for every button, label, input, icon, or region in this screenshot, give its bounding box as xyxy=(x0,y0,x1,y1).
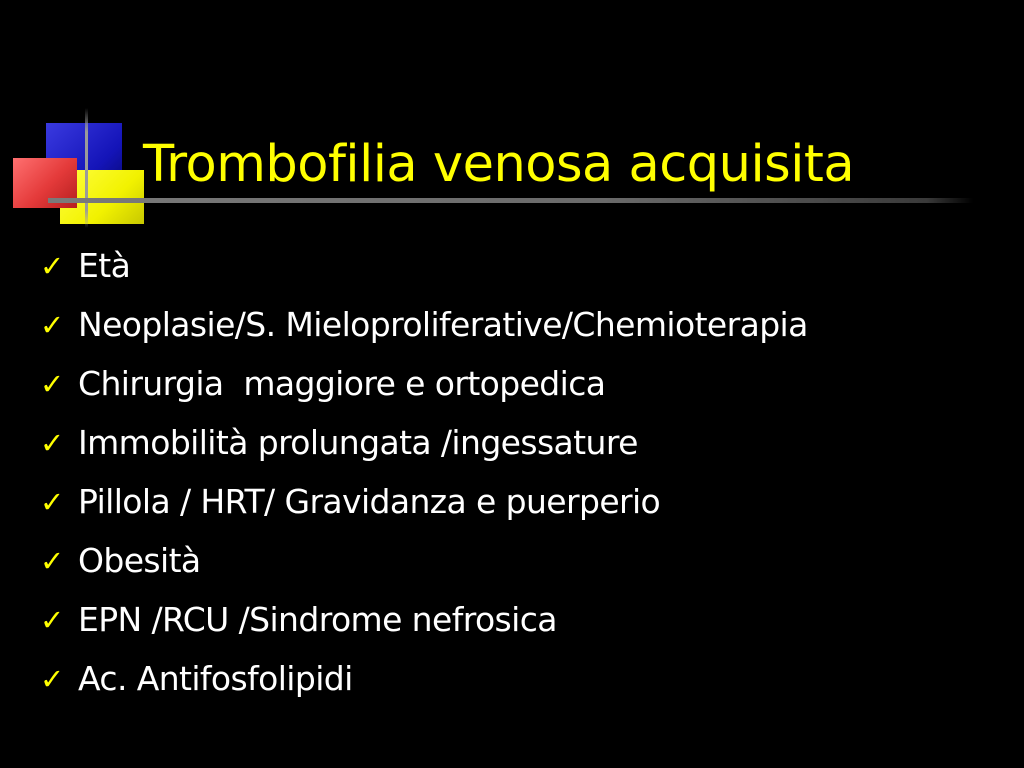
bullet-item xyxy=(36,531,808,590)
bullet-text: Chirurgia maggiore e ortopedica xyxy=(78,363,606,403)
bullet-text: Ac. Antifosfolipidi xyxy=(78,658,353,698)
title-underline xyxy=(48,198,973,203)
bullet-item xyxy=(36,649,808,708)
bullet-text: Immobilità prolungata /ingessature xyxy=(78,422,638,462)
bullet-item xyxy=(36,354,808,413)
checkmark-icon: ✓ xyxy=(40,248,65,283)
bullet-text: Pillola / HRT/ Gravidanza e puerperio xyxy=(78,481,661,521)
bullet-item xyxy=(36,590,808,649)
bullet-text: Obesità xyxy=(78,540,201,580)
decorative-squares-logo xyxy=(0,0,150,240)
checkmark-icon: ✓ xyxy=(40,543,65,578)
bullet-list xyxy=(36,236,808,708)
bullet-text: Età xyxy=(78,245,131,285)
checkmark-icon: ✓ xyxy=(40,425,65,460)
vertical-rule xyxy=(85,108,88,228)
checkmark-icon: ✓ xyxy=(40,484,65,519)
checkmark-icon: ✓ xyxy=(40,366,65,401)
checkmark-icon: ✓ xyxy=(40,661,65,696)
checkmark-icon: ✓ xyxy=(40,307,65,342)
bullet-item xyxy=(36,236,808,295)
checkmark-icon: ✓ xyxy=(40,602,65,637)
slide-title: Trombofilia venosa acquisita xyxy=(143,135,855,194)
bullet-text: EPN /RCU /Sindrome nefrosica xyxy=(78,599,557,639)
bullet-item xyxy=(36,472,808,531)
bullet-item xyxy=(36,295,808,354)
bullet-item xyxy=(36,413,808,472)
bullet-text: Neoplasie/S. Mieloproliferative/Chemioterapia xyxy=(78,304,808,344)
